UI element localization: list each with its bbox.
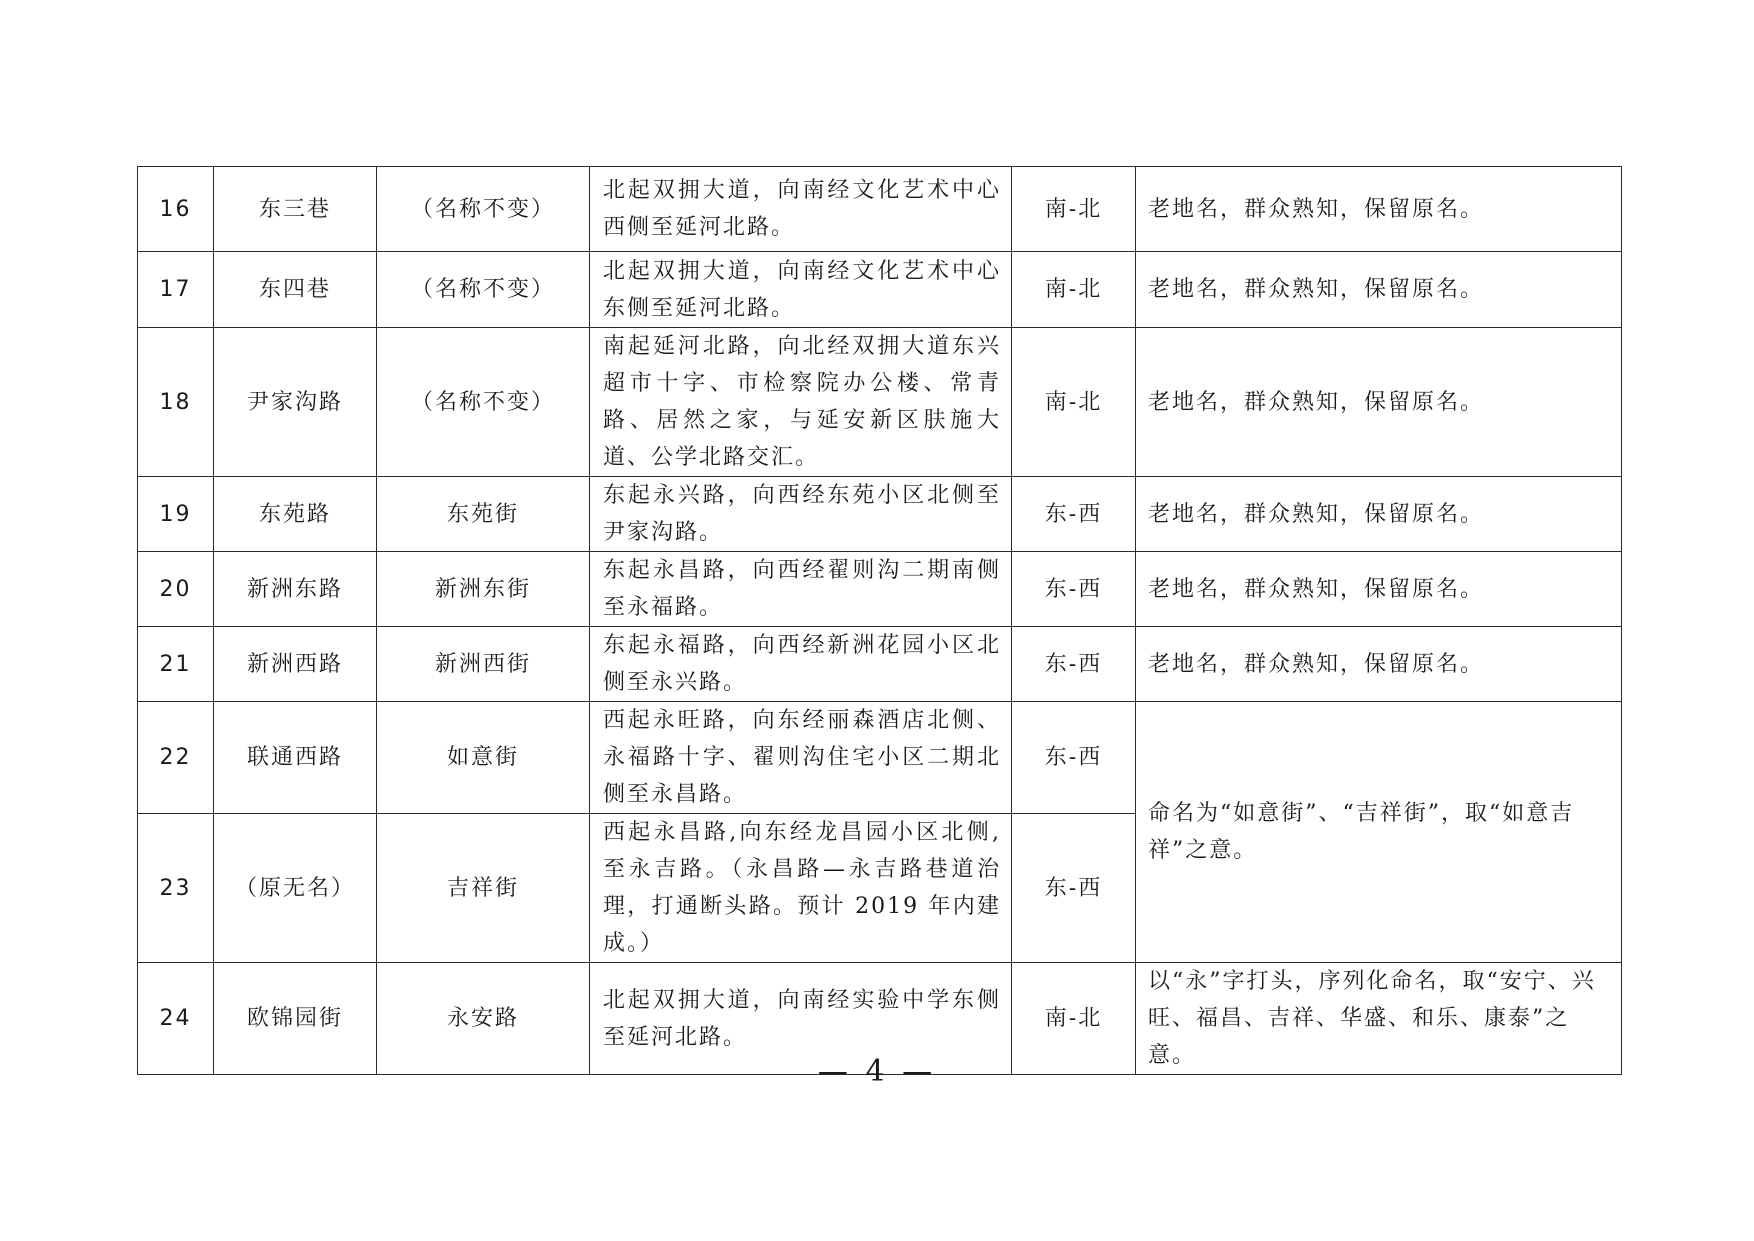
row-number: 18 (138, 328, 214, 477)
old-road-name: 新洲西路 (214, 627, 377, 702)
naming-note: 命名为“如意街”、“吉祥街”，取“如意吉祥”之意。 (1136, 702, 1622, 963)
road-description: 西起永旺路，向东经丽森酒店北侧、永福路十字、翟则沟住宅小区二期北侧至永昌路。 (590, 702, 1012, 814)
old-road-name: 东苑路 (214, 477, 377, 552)
road-direction: 东-西 (1012, 552, 1136, 627)
row-number: 16 (138, 167, 214, 252)
new-road-name: 新洲东街 (377, 552, 590, 627)
old-road-name: 联通西路 (214, 702, 377, 814)
row-number: 22 (138, 702, 214, 814)
new-road-name: 新洲西街 (377, 627, 590, 702)
road-description: 北起双拥大道，向南经文化艺术中心东侧至延河北路。 (590, 252, 1012, 328)
road-direction: 南-北 (1012, 167, 1136, 252)
new-road-name: （名称不变） (377, 328, 590, 477)
old-road-name: （原无名） (214, 814, 377, 963)
road-description: 北起双拥大道，向南经实验中学东侧至延河北路。 (590, 963, 1012, 1075)
naming-note: 老地名，群众熟知，保留原名。 (1136, 627, 1622, 702)
old-road-name: 新洲东路 (214, 552, 377, 627)
table-row (138, 167, 1622, 252)
road-direction: 南-北 (1012, 328, 1136, 477)
road-description: 东起永兴路，向西经东苑小区北侧至尹家沟路。 (590, 477, 1012, 552)
naming-note: 老地名，群众熟知，保留原名。 (1136, 252, 1622, 328)
road-direction: 东-西 (1012, 814, 1136, 963)
row-number: 19 (138, 477, 214, 552)
old-road-name: 东三巷 (214, 167, 377, 252)
naming-note: 老地名，群众熟知，保留原名。 (1136, 477, 1622, 552)
new-road-name: （名称不变） (377, 252, 590, 328)
road-description: 西起永昌路,向东经龙昌园小区北侧,至永吉路。（永昌路—永吉路巷道治理，打通断头路。预计 2019 年内建成。） (590, 814, 1012, 963)
page-number: — 4 — (817, 1054, 937, 1089)
road-direction: 东-西 (1012, 477, 1136, 552)
road-direction: 南-北 (1012, 963, 1136, 1075)
naming-note: 老地名，群众熟知，保留原名。 (1136, 328, 1622, 477)
road-description: 东起永福路，向西经新洲花园小区北侧至永兴路。 (590, 627, 1012, 702)
row-number: 21 (138, 627, 214, 702)
road-description: 东起永昌路，向西经翟则沟二期南侧至永福路。 (590, 552, 1012, 627)
road-direction: 东-西 (1012, 627, 1136, 702)
road-naming-table (137, 166, 1622, 1075)
table-row (138, 552, 1622, 627)
road-direction: 东-西 (1012, 702, 1136, 814)
road-description: 南起延河北路，向北经双拥大道东兴超市十字、市检察院办公楼、常青路、居然之家，与延安新区肤施大道、公学北路交汇。 (590, 328, 1012, 477)
naming-note: 老地名，群众熟知，保留原名。 (1136, 167, 1622, 252)
new-road-name: 吉祥街 (377, 814, 590, 963)
old-road-name: 欧锦园街 (214, 963, 377, 1075)
row-number: 20 (138, 552, 214, 627)
new-road-name: 东苑街 (377, 477, 590, 552)
new-road-name: 如意街 (377, 702, 590, 814)
new-road-name: （名称不变） (377, 167, 590, 252)
road-direction: 南-北 (1012, 252, 1136, 328)
naming-note: 以“永”字打头，序列化命名，取“安宁、兴旺、福昌、吉祥、华盛、和乐、康泰”之意。 (1136, 963, 1622, 1075)
new-road-name: 永安路 (377, 963, 590, 1075)
row-number: 17 (138, 252, 214, 328)
old-road-name: 东四巷 (214, 252, 377, 328)
table-row (138, 328, 1622, 477)
table-row (138, 252, 1622, 328)
road-description: 北起双拥大道，向南经文化艺术中心西侧至延河北路。 (590, 167, 1012, 252)
table-row (138, 627, 1622, 702)
old-road-name: 尹家沟路 (214, 328, 377, 477)
row-number: 23 (138, 814, 214, 963)
table-row (138, 477, 1622, 552)
table-row (138, 702, 1622, 814)
row-number: 24 (138, 963, 214, 1075)
naming-note: 老地名，群众熟知，保留原名。 (1136, 552, 1622, 627)
